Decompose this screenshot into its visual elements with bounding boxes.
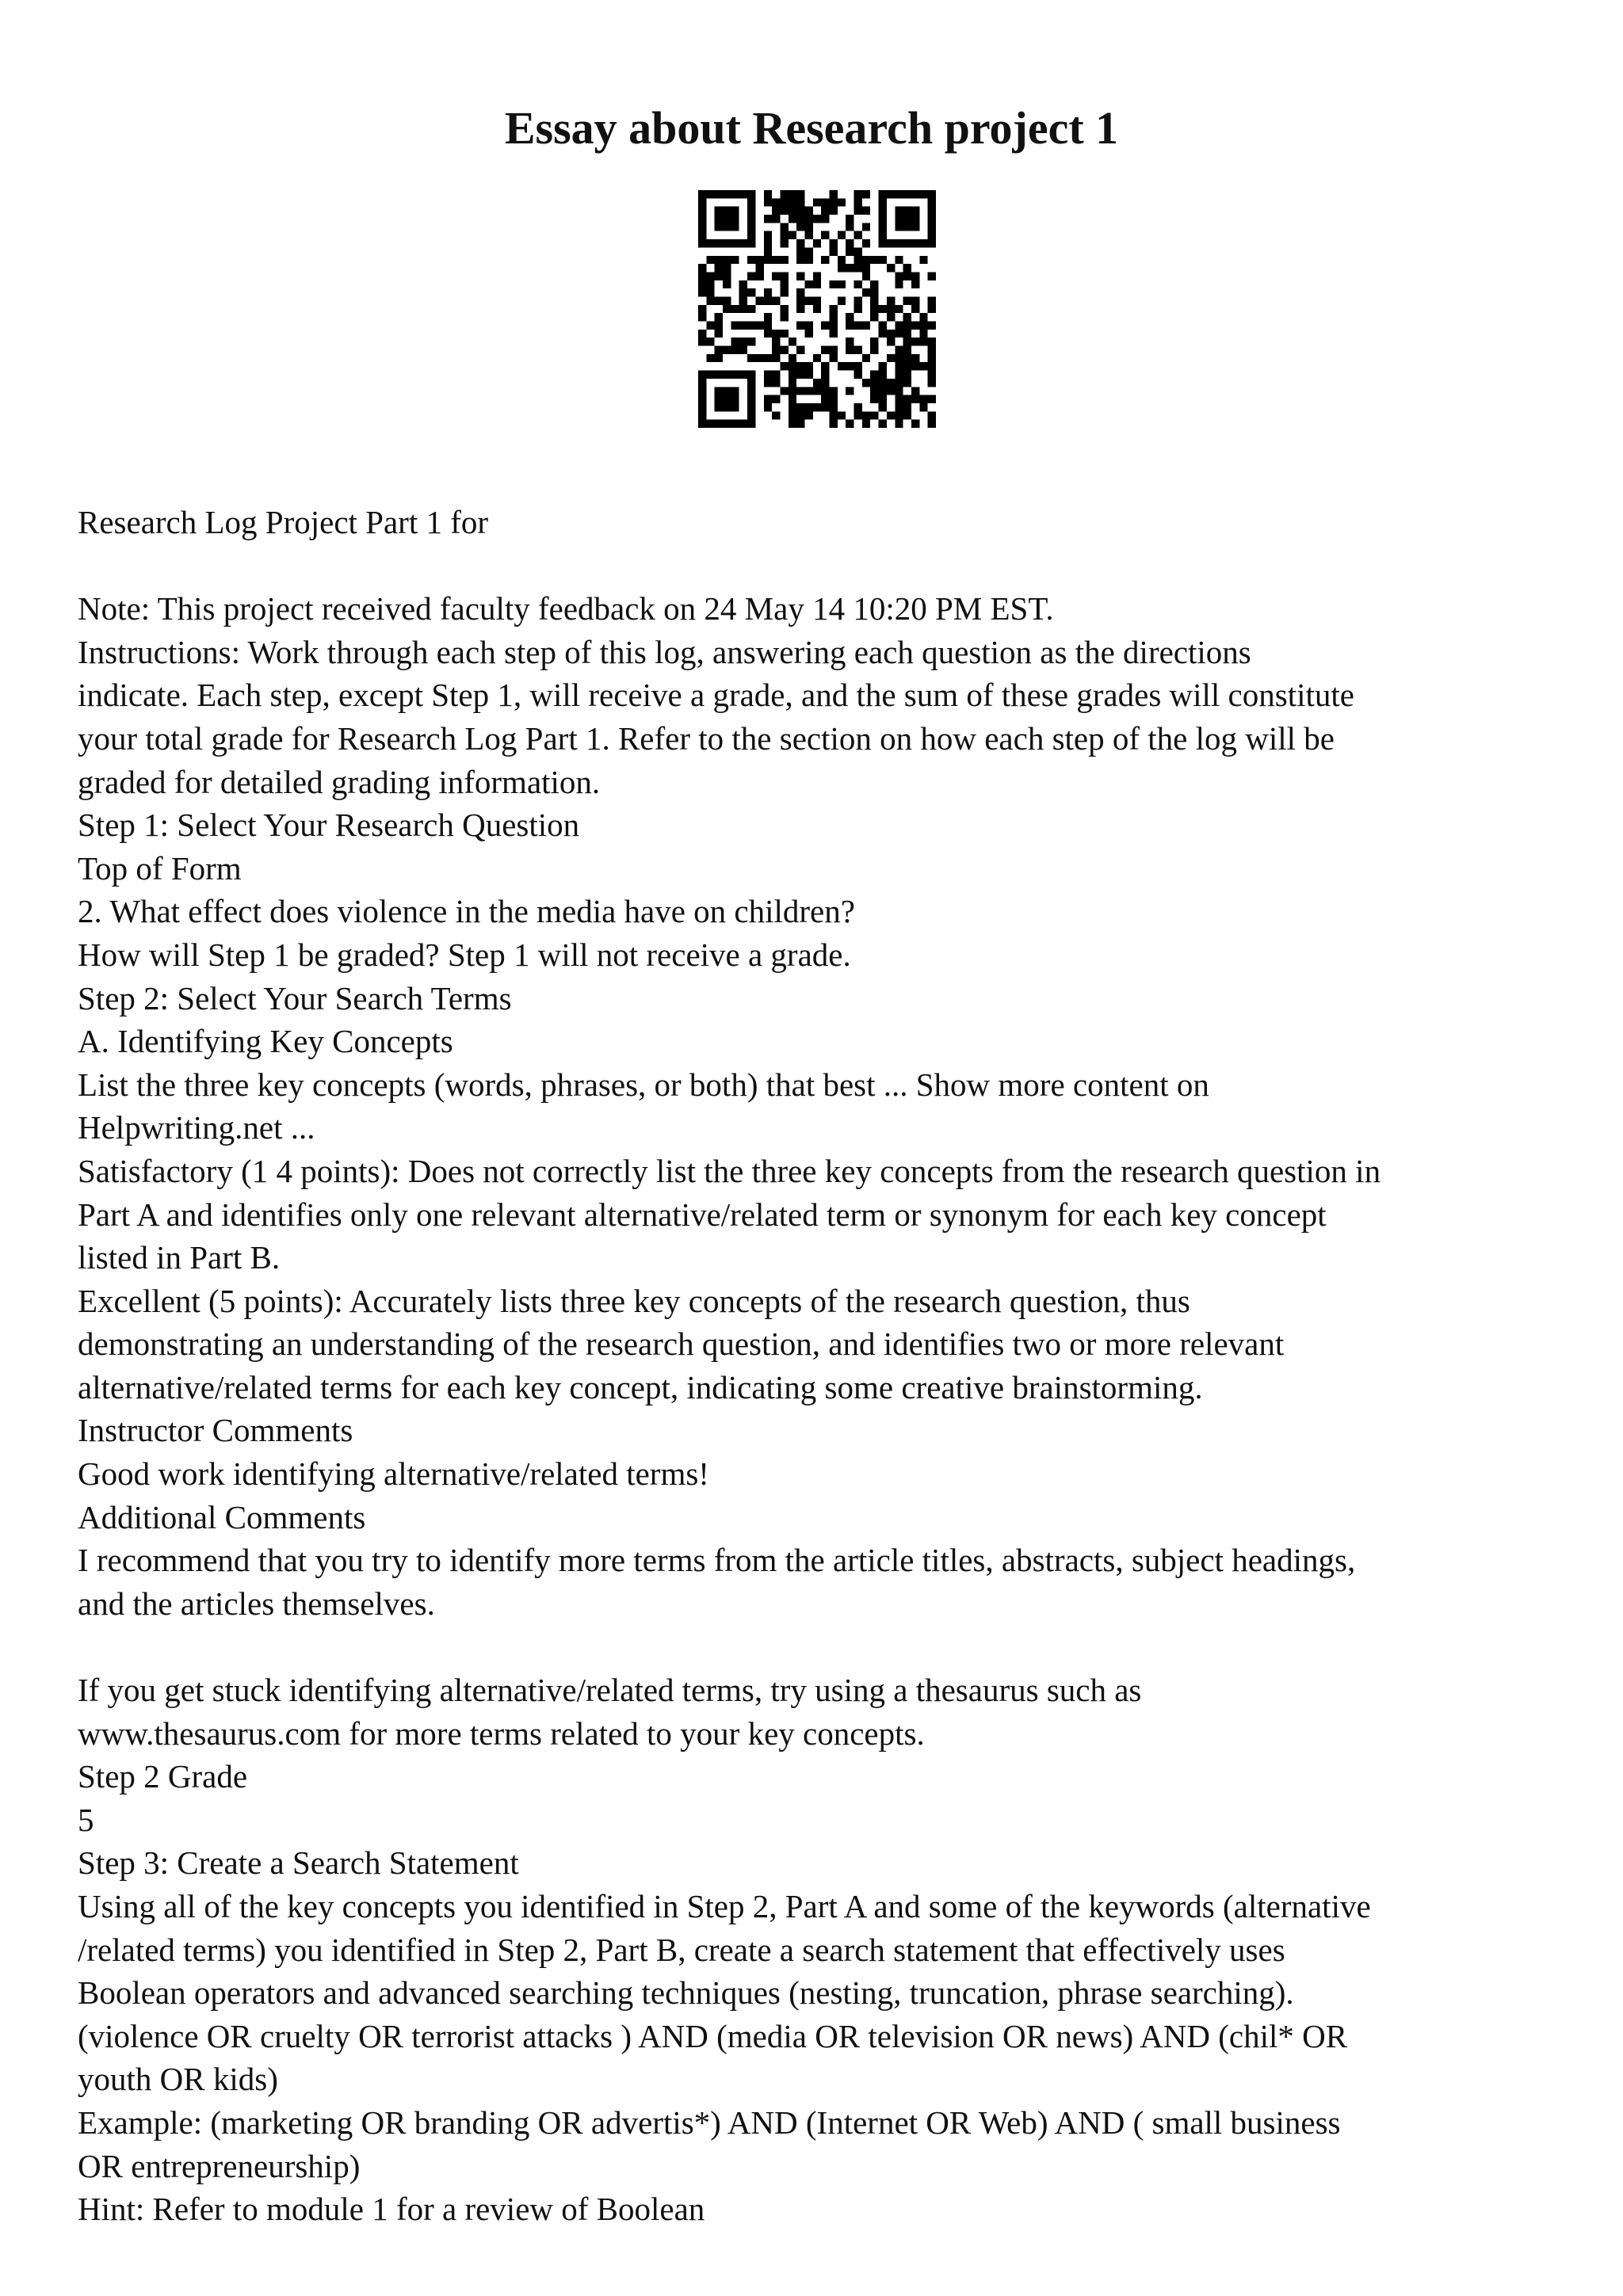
text-line: listed in Part B. <box>78 1239 281 1276</box>
page-title: Essay about Research project 1 <box>504 102 1119 154</box>
text-line: Top of Form <box>78 849 242 887</box>
text-line: I recommend that you try to identify more terms from the article titles, abstracts, subject headings, <box>78 1542 1356 1579</box>
text-line: Step 2 Grade <box>78 1758 248 1795</box>
text-line: Step 3: Create a Search Statement <box>78 1844 519 1882</box>
text-line: indicate. Each step, except Step 1, will receive a grade, and the sum of these grades will constitute <box>78 677 1354 714</box>
document-body <box>78 501 1568 2231</box>
text-line: alternative/related terms for each key concept, indicating some creative brainstorming. <box>78 1368 1203 1405</box>
text-line: Step 2: Select Your Search Terms <box>78 979 512 1016</box>
text-line: OR entrepreneurship) <box>78 2147 361 2184</box>
text-line: If you get stuck identifying alternative/related terms, try using a thesaurus such as <box>78 1672 1142 1709</box>
text-line: Step 1: Select Your Research Question <box>78 807 580 844</box>
text-line: A. Identifying Key Concepts <box>78 1023 453 1060</box>
text-line: Excellent (5 points): Accurately lists three key concepts of the research question, thus <box>78 1282 1190 1319</box>
text-line: demonstrating an understanding of the research question, and identifies two or more relevant <box>78 1325 1285 1363</box>
text-line: Boolean operators and advanced searching techniques (nesting, truncation, phrase searching). <box>78 1974 1294 2012</box>
text-line: Hint: Refer to module 1 for a review of Boolean <box>78 2191 705 2228</box>
text-line: Using all of the key concepts you identified in Step 2, Part A and some of the keywords (alternative <box>78 1888 1371 1924</box>
text-line: Helpwriting.net ... <box>78 1109 315 1146</box>
text-line: Instructor Comments <box>78 1412 353 1449</box>
qr-code <box>698 190 936 428</box>
text-line: Good work identifying alternative/related terms! <box>78 1455 709 1493</box>
text-line: Research Log Project Part 1 for <box>78 504 489 540</box>
text-line: /related terms) you identified in Step 2, Part B, create a search statement that effectively uses <box>78 1931 1285 1968</box>
blank-line <box>78 544 1568 588</box>
text-line: Satisfactory (1 4 points): Does not correctly list the three key concepts from the research question in <box>78 1152 1381 1189</box>
text-line: Additional Comments <box>78 1498 366 1535</box>
text-line: Instructions: Work through each step of this log, answering each question as the directions <box>78 633 1251 670</box>
text-line: List the three key concepts (words, phrases, or both) that best ... Show more content on <box>78 1066 1209 1103</box>
text-line: Note: This project received faculty feedback on 24 May 14 10:20 PM EST. <box>78 590 1054 627</box>
text-line: Example: (marketing OR branding OR advertis*) AND (Internet OR Web) AND ( small business <box>78 2103 1341 2141</box>
text-line: your total grade for Research Log Part 1. Refer to the section on how each step of the log will be <box>78 719 1335 757</box>
text-line: Part A and identifies only one relevant alternative/related term or synonym for each key concept <box>78 1196 1327 1233</box>
text-line: 2. What effect does violence in the media have on children? <box>78 893 855 930</box>
text-line: youth OR kids) <box>78 2061 278 2098</box>
text-line: www.thesaurus.com for more terms related to your key concepts. <box>78 1714 925 1752</box>
text-line: and the articles themselves. <box>78 1585 435 1622</box>
text-line: How will Step 1 be graded? Step 1 will not receive a grade. <box>78 936 851 973</box>
text-line: (violence OR cruelty OR terrorist attacks ) AND (media OR television OR news) AND (chil* OR <box>78 2017 1348 2054</box>
text-line: graded for detailed grading information. <box>78 763 601 800</box>
blank-line <box>78 1625 1568 1669</box>
text-line: 5 <box>78 1801 94 1838</box>
